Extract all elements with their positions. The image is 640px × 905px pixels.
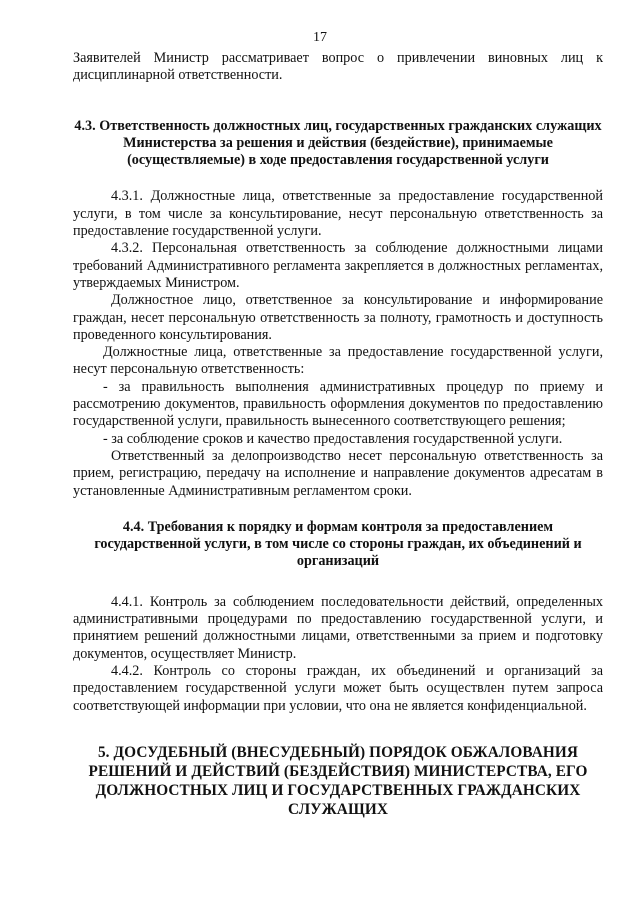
paragraph-4-3-2: 4.3.2. Персональная ответственность за соблюдение должностными лицами требований Административного регламента закрепляется в должностных регламентах, утверждаемых Министром. [73, 240, 603, 291]
section-4-3-heading: 4.3. Ответственность должностных лиц, государственных гражданских служащих Министерства за решения и действия (бездействие), принимаемые (осуществляемые) в ходе предоставления государственной услуги [74, 117, 602, 169]
page-number: 17 [313, 30, 327, 45]
section-5-heading: 5. ДОСУДЕБНЫЙ (ВНЕСУДЕБНЫЙ) ПОРЯДОК ОБЖАЛОВАНИЯ РЕШЕНИЙ И ДЕЙСТВИЙ (БЕЗДЕЙСТВИЯ) МИНИСТЕРСТВА, ЕГО ДОЛЖНОСТНЫХ ЛИЦ И ГОСУДАРСТВЕННЫХ ГРАЖДАНСКИХ СЛУЖАЩИХ [88, 743, 588, 818]
paragraph-4-4-2: 4.4.2. Контроль со стороны граждан, их объединений и организаций за предоставлением государственной услуги может быть осуществлен путем запроса соответствующей информации при условии, что она не является конфиденциальной. [73, 662, 603, 714]
page-content [73, 50, 603, 819]
paragraph-officials-responsibility: Должностные лица, ответственные за предоставление государственной услуги, несут персональную ответственность: [73, 344, 603, 378]
intro-paragraph: Заявителей Министр рассматривает вопрос о привлечении виновных лиц к дисциплинарной ответственности. [73, 50, 603, 84]
paragraph-consultant-responsibility: Должностное лицо, ответственное за консультирование и информирование граждан, несет персональную ответственность за полноту, грамотность и доступность проведенного консультирования. [73, 292, 603, 343]
list-item-deadlines: - за соблюдение сроков и качество предоставления государственной услуги. [103, 430, 563, 447]
paragraph-4-3-1: 4.3.1. Должностные лица, ответственные за предоставление государственной услуги, в том числе за консультирование, несут персональную ответственность за предоставление государственной услуги. [73, 188, 603, 240]
section-4-4-heading: 4.4. Требования к порядку и формам контроля за предоставлением государственной услуги, в том числе со стороны граждан, их объединений и организаций [94, 518, 582, 570]
paragraph-records-responsibility: Ответственный за делопроизводство несет персональную ответственность за прием, регистрацию, передачу на исполнение и направление документов адресатам в установленные Административным регламентом сроки. [73, 447, 603, 499]
list-item-procedures: - за правильность выполнения административных процедур по приему и рассмотрению документов, правильность оформления документов по предоставлению государственной услуги, правильность вынесенного соответствующего решения; [73, 378, 603, 430]
paragraph-4-4-1: 4.4.1. Контроль за соблюдением последовательности действий, определенных административными процедурами по предоставлению государственной услуги, и принятием решений должностными лицами, ответственными за прием и подготовку документов, осуществляет Министр. [73, 593, 603, 662]
